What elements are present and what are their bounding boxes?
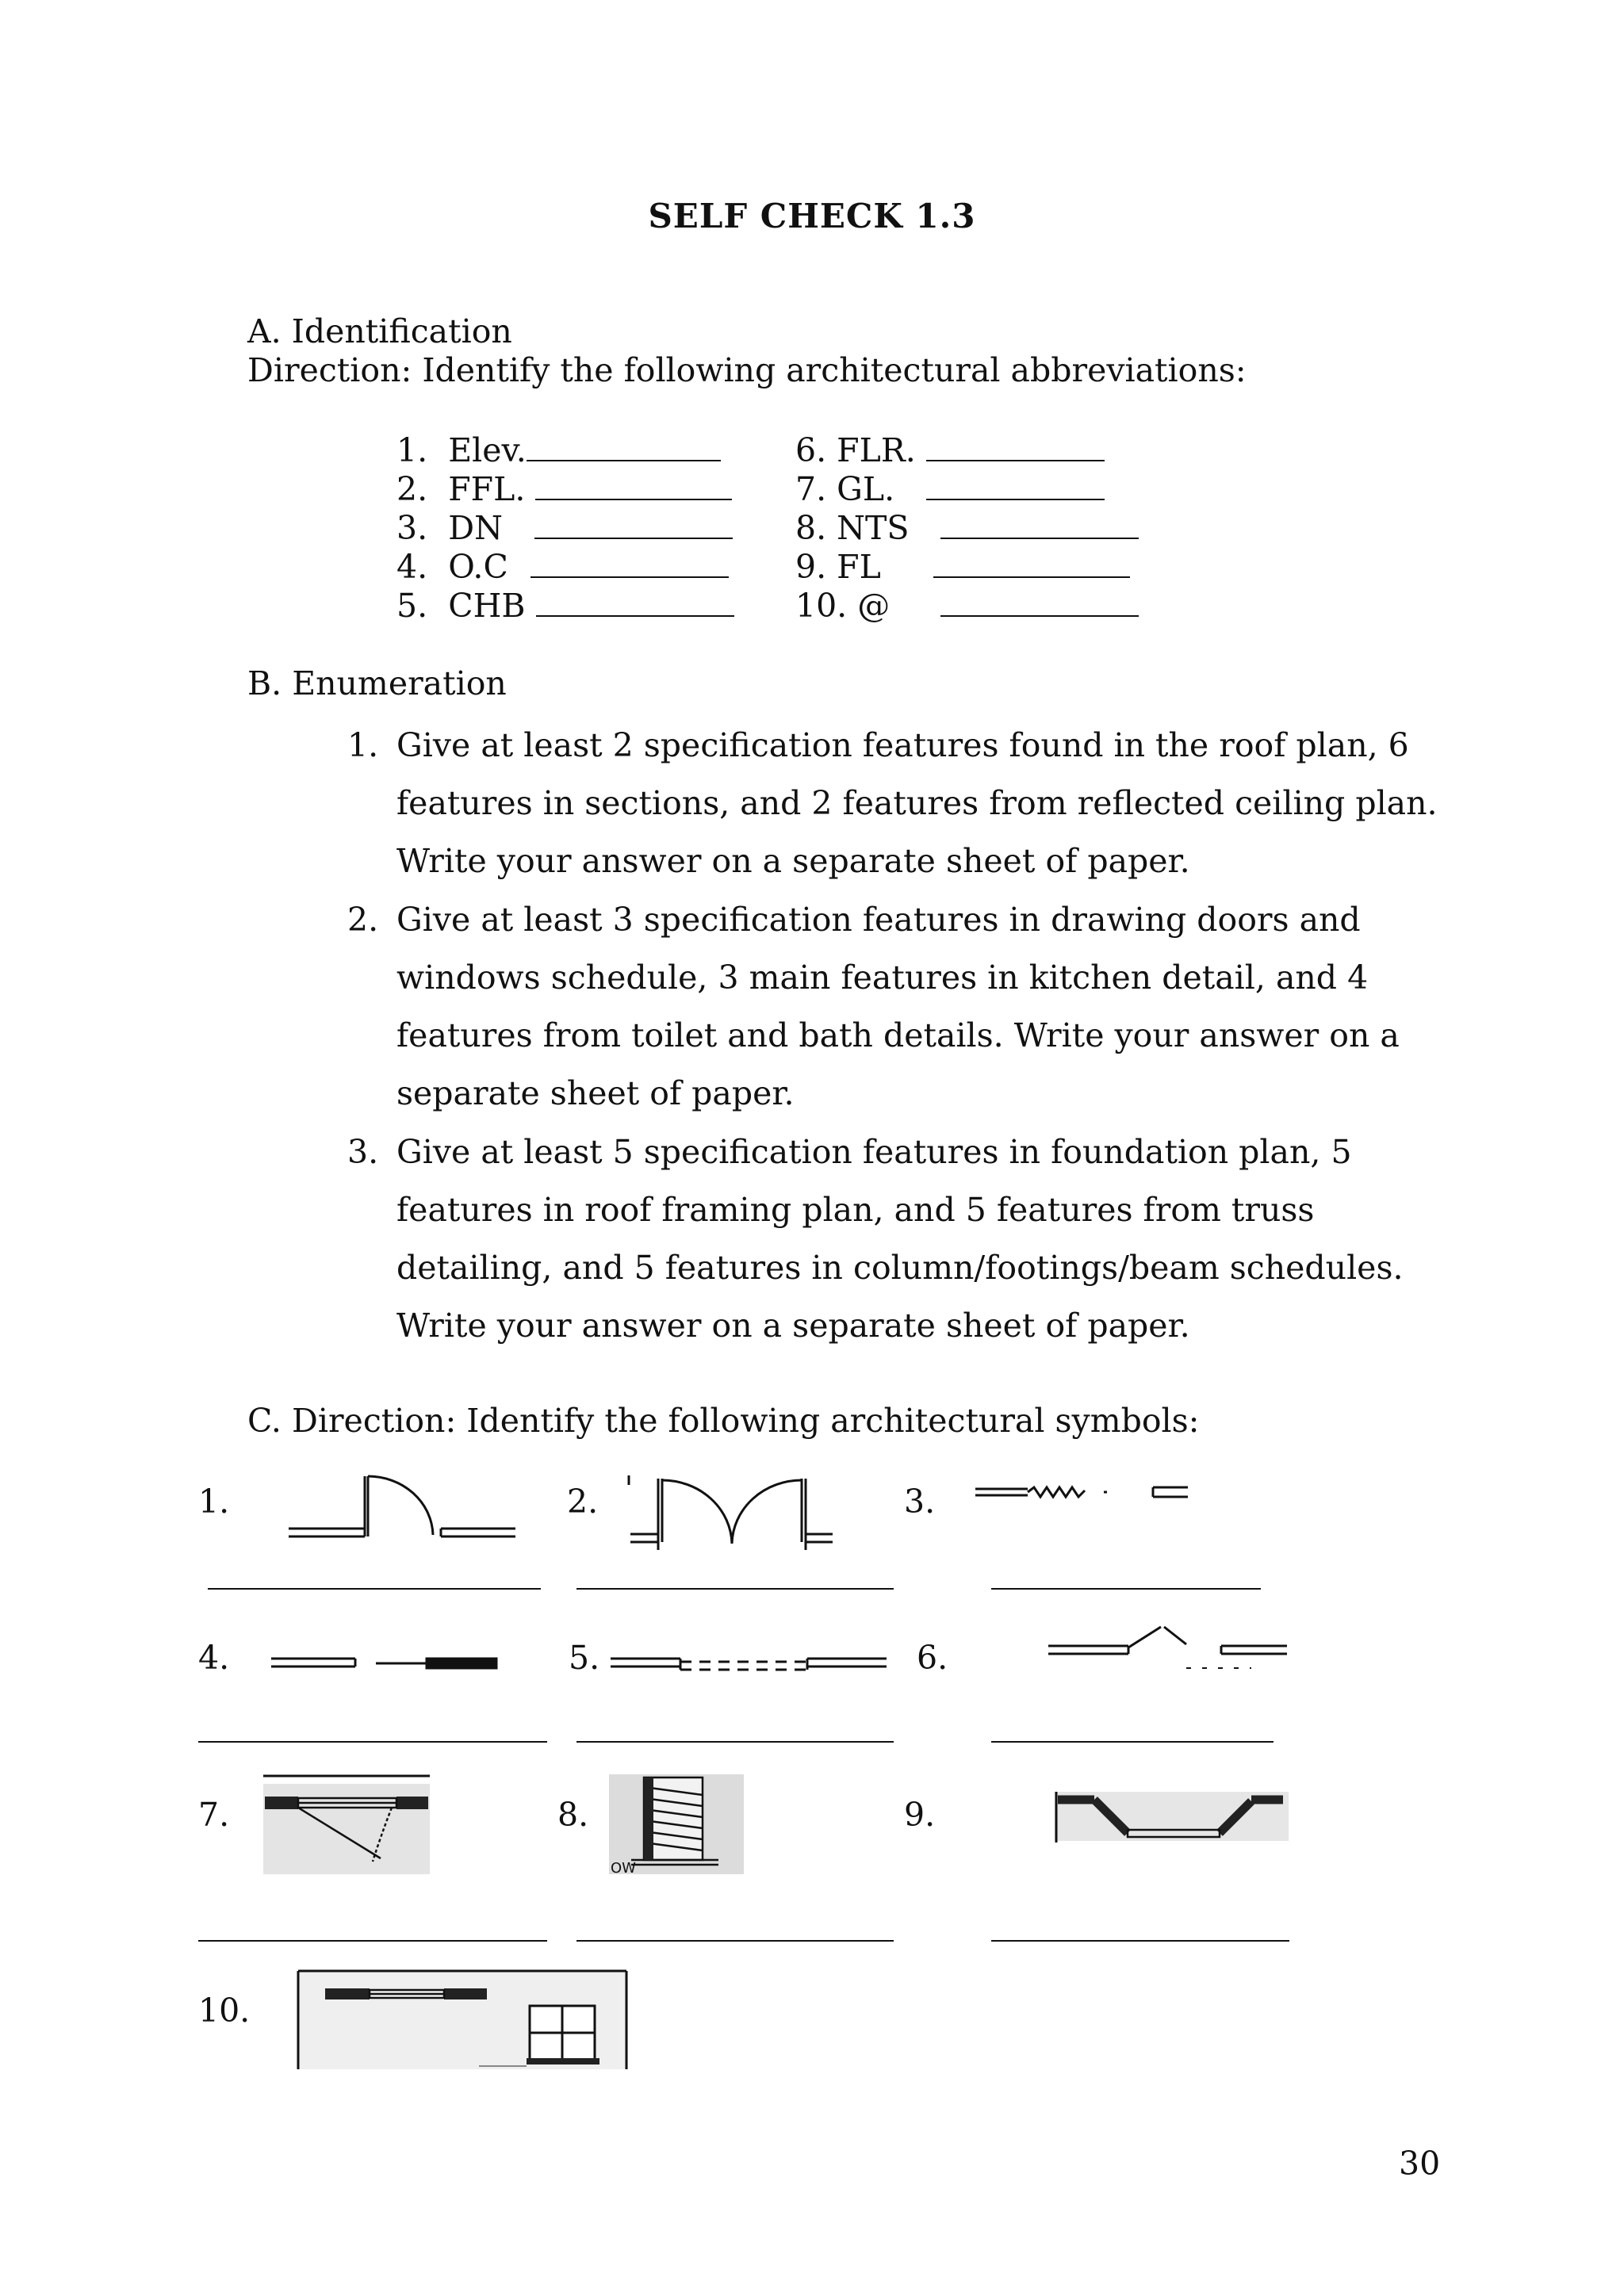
- page-number: 30: [1399, 2145, 1441, 2183]
- enum-text: separate sheet of paper.: [396, 1074, 795, 1112]
- enum-text: windows schedule, 3 main features in kitchen detail, and 4: [396, 959, 1369, 997]
- abbr-item: 3. DN: [396, 512, 733, 545]
- jalousie-window-symbol: [607, 1773, 746, 1876]
- broken-wall-symbol: [974, 1479, 1196, 1511]
- casement-window-symbol: [262, 1773, 432, 1876]
- sliding-opening-symbol: [268, 1649, 506, 1681]
- enum-text: Write your answer on a separate sheet of paper.: [396, 1307, 1190, 1345]
- answer-line[interactable]: [991, 1940, 1289, 1942]
- double-swing-door-symbol: [622, 1471, 860, 1562]
- abbr-item: 4. O.C: [396, 551, 729, 584]
- answer-line[interactable]: [198, 1741, 547, 1743]
- folding-opening-symbol: [1045, 1617, 1291, 1673]
- symbol-number: 8.: [557, 1796, 589, 1834]
- enum-text: features in sections, and 2 features from reflected ceiling plan.: [396, 784, 1438, 822]
- answer-line[interactable]: [576, 1940, 894, 1942]
- symbol-number: 7.: [198, 1796, 230, 1834]
- symbol-number: 6.: [917, 1639, 948, 1677]
- enum-text: Write your answer on a separate sheet of paper.: [396, 842, 1190, 880]
- abbr-item: 1. Elev.: [396, 434, 721, 467]
- symbol-number: 4.: [198, 1639, 230, 1677]
- enum-text: features in roof framing plan, and 5 features from truss: [396, 1191, 1315, 1229]
- enum-text: detailing, and 5 features in column/footings/beam schedules.: [396, 1249, 1404, 1287]
- answer-line[interactable]: [208, 1588, 541, 1590]
- enum-number: 1.: [347, 726, 379, 764]
- answer-line[interactable]: [576, 1588, 894, 1590]
- enum-text: Give at least 5 specification features in foundation plan, 5: [396, 1133, 1352, 1171]
- symbol-number: 2.: [567, 1483, 599, 1521]
- answer-line[interactable]: [991, 1588, 1261, 1590]
- abbr-item: 7. GL.: [795, 473, 1105, 506]
- window-plan-elevation-symbol: [297, 1969, 630, 2069]
- abbr-item: 6. FLR.: [795, 434, 1105, 467]
- answer-line[interactable]: [576, 1741, 894, 1743]
- symbol-number: 1.: [198, 1483, 230, 1521]
- enum-text: Give at least 2 specification features found in the roof plan, 6: [396, 726, 1409, 764]
- enum-text: features from toilet and bath details. Write your answer on a: [396, 1016, 1400, 1054]
- enum-number: 3.: [347, 1133, 379, 1171]
- page-title: SELF CHECK 1.3: [648, 197, 976, 235]
- section-a-heading: A. Identification: [247, 312, 512, 350]
- abbr-item: 10. @: [795, 590, 1139, 622]
- abbr-item: 8. NTS: [795, 512, 1139, 545]
- symbol-number: 10.: [198, 1992, 251, 2030]
- dashed-wall-symbol: [609, 1649, 894, 1681]
- bay-window-symbol: [1055, 1792, 1289, 1851]
- abbr-item: 9. FL: [795, 551, 1130, 584]
- enum-number: 2.: [347, 901, 379, 939]
- symbol-number: 3.: [904, 1483, 936, 1521]
- answer-line[interactable]: [991, 1741, 1274, 1743]
- abbr-item: 2. FFL.: [396, 473, 732, 506]
- section-a-direction: Direction: Identify the following architectural abbreviations:: [247, 351, 1247, 389]
- symbol-number: 9.: [904, 1796, 936, 1834]
- symbol-number: 5.: [569, 1639, 600, 1677]
- symbol-caption: OW: [611, 1860, 636, 1877]
- single-swing-door-symbol: [285, 1459, 523, 1554]
- abbr-item: 5. CHB: [396, 590, 734, 622]
- section-b-heading: B. Enumeration: [247, 664, 507, 702]
- section-c-heading: C. Direction: Identify the following architectural symbols:: [247, 1402, 1200, 1440]
- enum-text: Give at least 3 specification features in drawing doors and: [396, 901, 1361, 939]
- answer-line[interactable]: [198, 1940, 547, 1942]
